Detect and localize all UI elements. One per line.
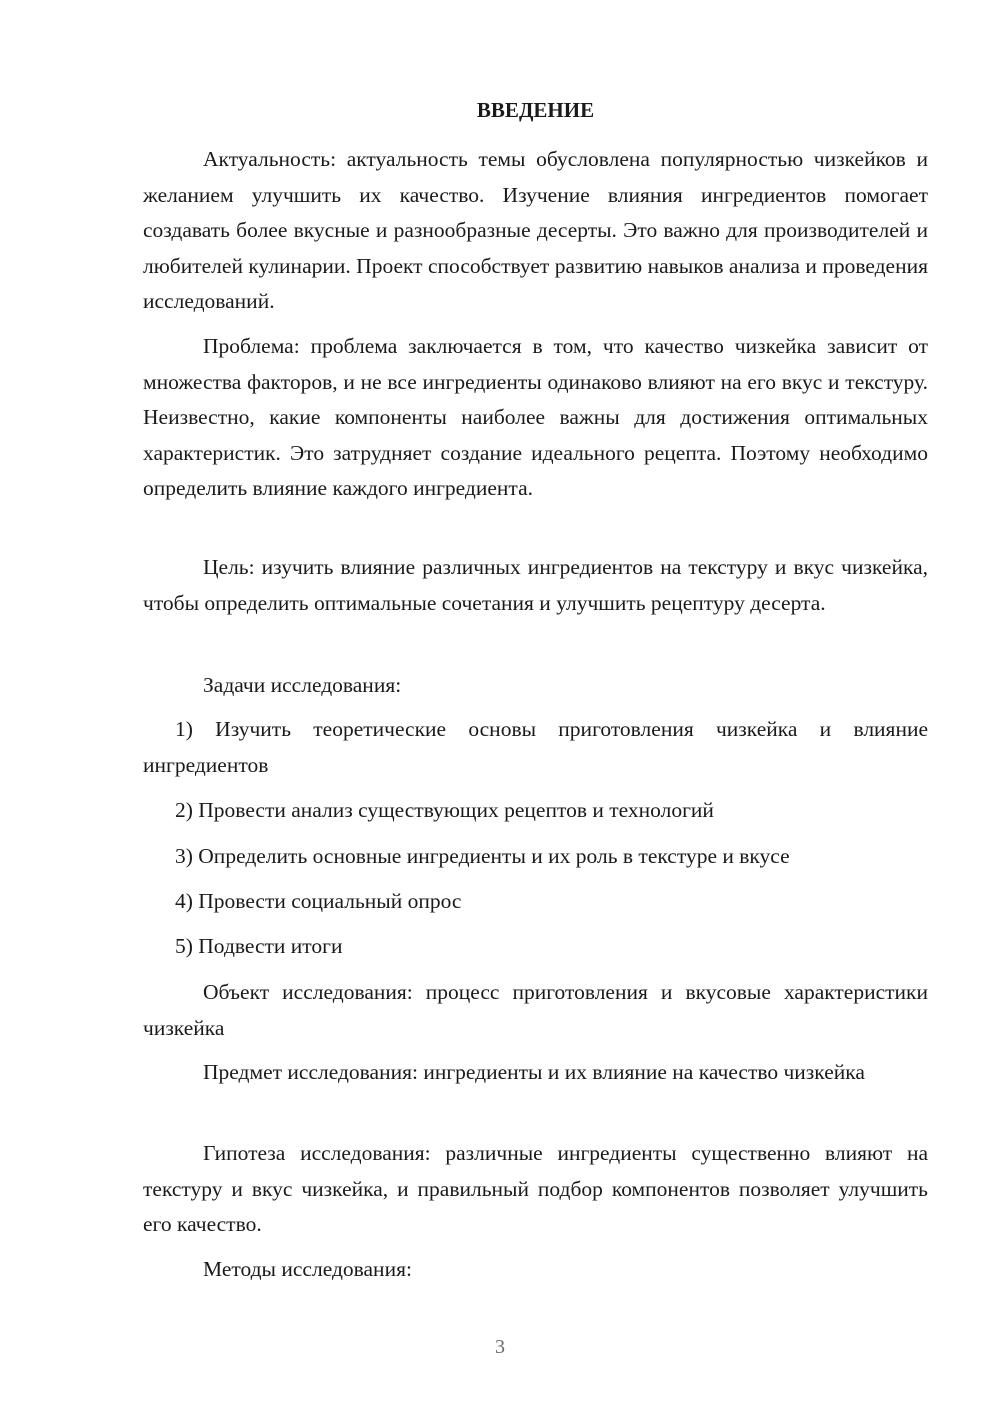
task-item-2: 2) Провести анализ существующих рецептов и технологий — [175, 798, 714, 822]
page-number: 3 — [495, 1336, 505, 1358]
hypothesis-paragraph: Гипотеза исследования: различные ингредиенты существенно влияют на текстуру и вкус чизкейка, и правильный подбор компонентов позволяет улучшить его качество. — [143, 1141, 928, 1236]
goal-paragraph: Цель: изучить влияние различных ингредиентов на текстуру и вкус чизкейка, чтобы определить оптимальные сочетания и улучшить рецептуру десерта. — [143, 555, 928, 615]
task-item-5: 5) Подвести итоги — [175, 934, 343, 958]
research-object-paragraph: Объект исследования: процесс приготовления и вкусовые характеристики чизкейка — [143, 980, 928, 1040]
task-item-4: 4) Провести социальный опрос — [175, 889, 462, 913]
task-item-3: 3) Определить основные ингредиенты и их роль в текстуре и вкусе — [175, 844, 790, 868]
methods-heading: Методы исследования: — [203, 1257, 412, 1281]
problem-paragraph: Проблема: проблема заключается в том, что качество чизкейка зависит от множества факторов, и не все ингредиенты одинаково влияют на его вкус и текстуру. Неизвестно, какие компоненты наиболее важны для достижения оптимальных характеристик. Это затрудняет создание идеального рецепта. Поэтому необходимо определить влияние каждого ингредиента. — [143, 334, 928, 500]
section-heading: ВВЕДЕНИЕ — [476, 98, 595, 122]
task-item-1: 1) Изучить теоретические основы приготовления чизкейка и влияние ингредиентов — [143, 717, 928, 777]
research-subject-paragraph: Предмет исследования: ингредиенты и их влияние на качество чизкейка — [203, 1060, 865, 1084]
relevance-paragraph: Актуальность: актуальность темы обусловлена популярностью чизкейков и желанием улучшить их качество. Изучение влияния ингредиентов помогает создавать более вкусные и разнообразные десерты. Это важно для производителей и любителей кулинарии. Проект способствует развитию навыков анализа и проведения исследований. — [143, 147, 928, 313]
tasks-heading: Задачи исследования: — [203, 673, 402, 697]
